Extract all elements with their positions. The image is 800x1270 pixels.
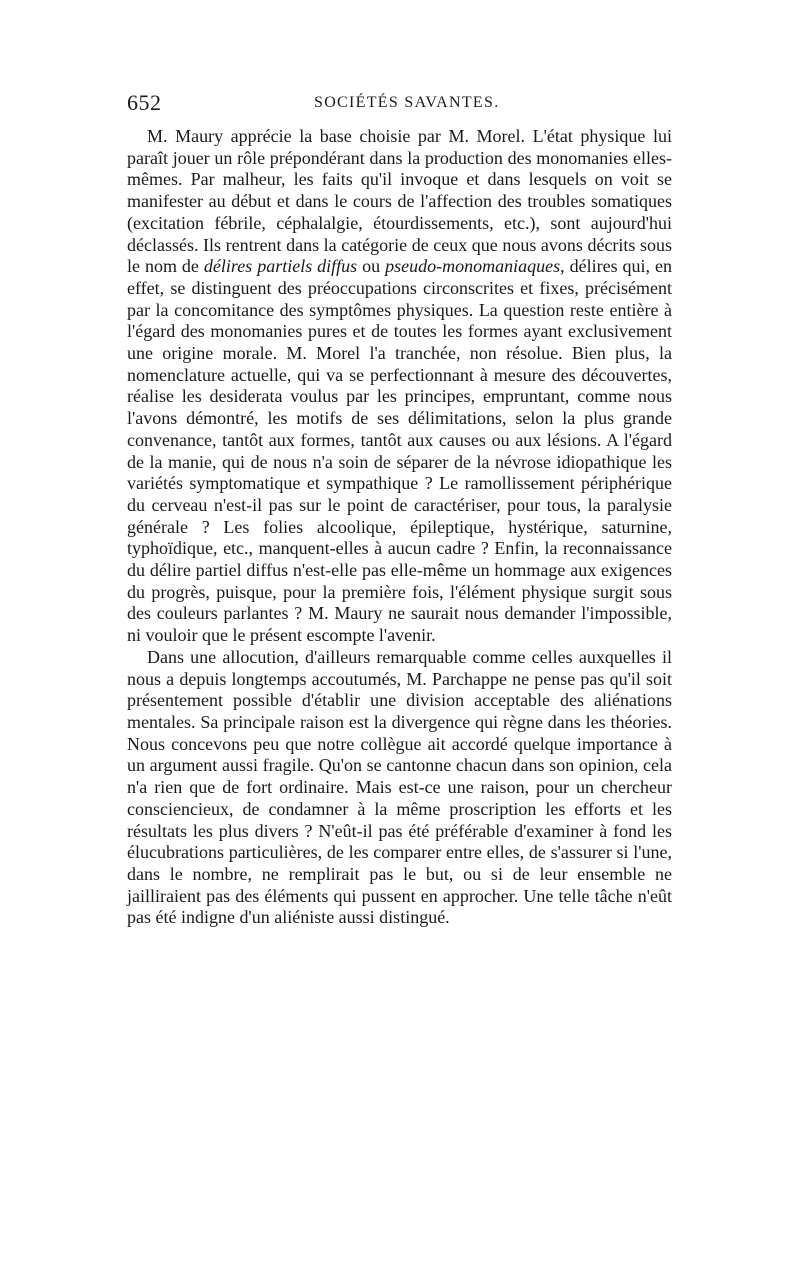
paragraph-1-italic-term-1: délires partiels diffus xyxy=(203,256,358,277)
paragraph-2-text: Dans une allocution, d'ailleurs remarquable comme celles auxquelles il nous a depuis longtemps accoutumés, M. Parchappe ne pense pas qu'il soit présentement possible d'établir une division acceptable des aliénations mentales. Sa principale raison est la divergence qui règne dans les théories. Nous concevons peu que notre collègue ait accordé quelque importance à un argument aussi fragile. Qu'on se cantonne chacun dans son opinion, cela n'a rien que de fort ordinaire. Mais est-ce une raison, pour un chercheur consciencieux, de condamner à la même proscription les efforts et les résultats les plus divers ? N'eût-il pas été préférable d'examiner à fond les élucubrations particulières, de les comparer entre elles, de s'assurer si l'une, dans le nombre, ne remplirait pas le but, ou si de leur ensemble ne jailliraient pas des éléments qui pussent en approcher. Une telle tâche n'eût pas été indigne d'un aliéniste aussi distingué. xyxy=(127,646,672,928)
paragraph-1-text-before: M. Maury apprécie la base choisie par M. Morel. L'état physique lui paraît jouer un rôle prépondérant dans la production des monomanies elles-mêmes. Par malheur, les faits qu'il invoque et dans lesquels on voit se manifester au début et dans le cours de l'affection des troubles somatiques (excitation fébrile, céphalalgie, étourdissements, etc.), sont aujourd'hui déclassés. Ils rentrent dans la catégorie de ceux que nous avons décrits sous le nom de xyxy=(127,126,672,277)
page-number: 652 xyxy=(127,90,162,115)
page-header xyxy=(127,90,672,120)
paragraph-2 xyxy=(127,647,672,929)
body-text xyxy=(127,126,672,929)
paragraph-1-text-after: , délires qui, en effet, se distinguent des préoccupations circonscrites et fixes, précisément par la concomitance des symptômes physiques. La question reste entière à l'égard des monomanies pures et de toutes les formes ayant exclusivement une origine morale. M. Morel l'a tranchée, non résolue. Bien plus, la nomenclature actuelle, qui va se perfectionnant à mesure des découvertes, réalise les desiderata voulus par les principes, empruntant, comme nous l'avons démontré, les motifs de ses délimitations, selon la plus grande convenance, tantôt aux formes, tantôt aux causes ou aux lésions. A l'égard de la manie, qui de nous n'a soin de séparer de la névrose idiopathique les variétés symptomatique et sympathique ? Le ramollissement périphérique du cerveau n'est-il pas sur le point de caractériser, pour tous, la paralysie générale ? Les folies alcoolique, épileptique, hystérique, saturnine, typhoïdique, etc., manquent-elles à aucun cadre ? Enfin, la reconnaissance du délire partiel diffus n'est-elle pas elle-même un hommage aux exigences du progrès, puisque, pour la première fois, l'élément physique surgit sous des couleurs parlantes ? M. Maury ne saurait nous demander l'impossible, ni vouloir que le présent escompte l'avenir. xyxy=(127,256,673,646)
paragraph-1-italic-term-2: pseudo-monomaniaques xyxy=(385,256,561,277)
paragraph-1-text-middle: ou xyxy=(357,256,386,277)
running-title: SOCIÉTÉS SAVANTES. xyxy=(314,94,500,111)
paragraph-1 xyxy=(127,126,672,647)
